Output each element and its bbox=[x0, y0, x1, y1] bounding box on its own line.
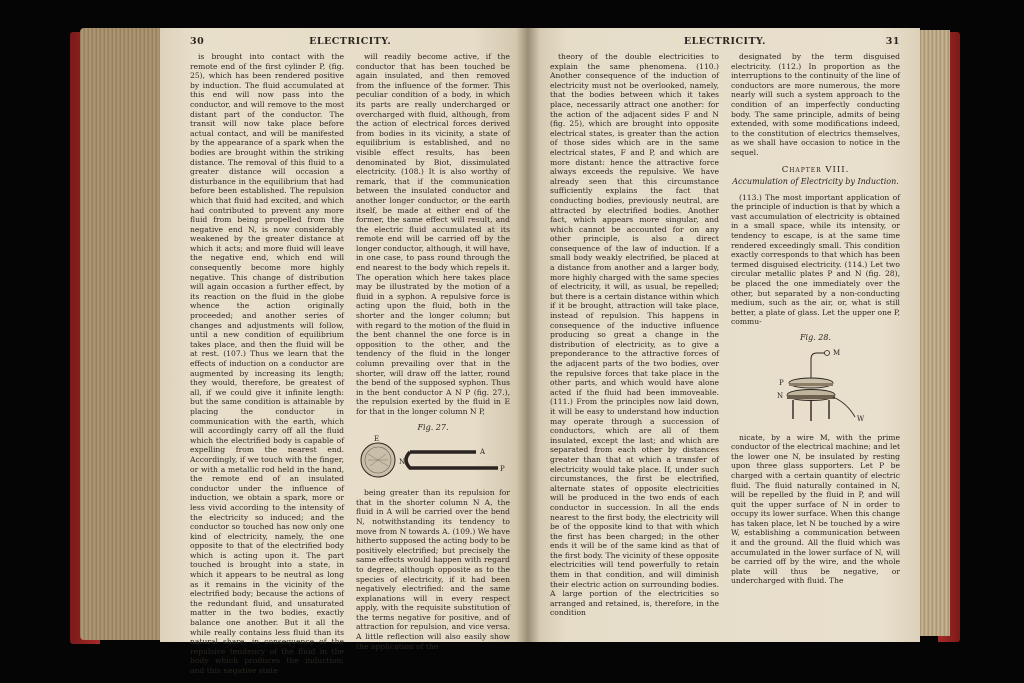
book-gutter bbox=[516, 28, 540, 642]
paragraph: designated by the term disguised electricity. (112.) In proportion as the interruptions to the continuity of the line of conductors are more numerous, the more nearly will such a system approach to the condition of an imperfectly conducting body. The same principle, admits of being extended, with some modifications indeed, to the constitution of electrics themselves, as we shall have occasion to notice in the sequel. bbox=[731, 52, 900, 157]
fig28-label-n: N bbox=[776, 391, 783, 400]
fig27-label-e: E bbox=[374, 435, 380, 444]
left-running-head bbox=[190, 36, 510, 52]
page-title-left: ELECTRICITY. bbox=[309, 36, 392, 47]
fig28-label-p: P bbox=[778, 378, 784, 387]
figure-28-illustration bbox=[761, 345, 871, 427]
page-number-right: 31 bbox=[885, 36, 900, 47]
page-edges-right bbox=[920, 30, 950, 636]
fig28-label-w: W bbox=[856, 414, 864, 423]
figure-27-illustration bbox=[358, 434, 508, 482]
left-page bbox=[160, 28, 528, 675]
page-title-right: ELECTRICITY. bbox=[683, 36, 766, 47]
left-column-1 bbox=[190, 52, 344, 675]
paragraph: nicate, by a wire M, with the prime conductor of the electrical machine; and let the lower one N, be insulated by resting upon three glass supporters. Let P be charged with a certain quantity of electric fluid. The fluid naturally contained in N, will be repelled by the fluid in P, and will quit the upper surface of N in order to occupy its lower surface. When this change has taken place, let N be touched by a wire W, establishing a communication between it and the ground. All the fluid which was accumulated in the lower surface of N, will be carried off by the wire, and the whole plate will thus be negative, or undercharged with fluid. The bbox=[731, 432, 900, 586]
fig27-label-a: A bbox=[480, 448, 486, 457]
fig27-label-n: N bbox=[399, 458, 406, 467]
page-edges-left bbox=[80, 28, 160, 640]
paragraph: (113.) The most important application of the principle of induction is that by which a vast accumulation of electricity is obtained in a small space, while its intensity, or tendency to escape, is at the same time rendered exceedingly small. This condition exactly corresponds to that which has been termed disguised electricity. (114.) Let two circular metallic plates P and N (fig. 28), be placed the one immediately over the other, but separated by a non-conducting medium, such as the air, or, what is still better, a plate of glass. Let the upper one P, commu- bbox=[731, 192, 900, 327]
right-page bbox=[528, 28, 920, 642]
right-column-2 bbox=[731, 52, 900, 642]
open-book bbox=[70, 26, 960, 675]
left-column-2 bbox=[356, 52, 510, 651]
right-column-1 bbox=[550, 52, 719, 642]
chapter-heading: Chapter VIII. bbox=[781, 164, 850, 175]
figure-27-caption: Fig. 27. bbox=[417, 422, 449, 432]
right-running-head bbox=[550, 36, 900, 52]
paragraph: theory of the double electricities to explain the same phenomena. (110.) Another consequence of the induction of electricity must not be overlooked, namely, that the bodies between which it takes place, necessarily attract one another: for the action of the adjacent sides F and N (fig. 25), which are brought into opposite electrical states, is greater than the action of those sides which are in the same electrical states, F and P, and which are more distant: hence the attractive force always exceeds the repulsive. We have already seen that this circumstance sufficiently explains the fact that conducting bodies, previously neutral, are attracted by electrified bodies. Another fact, which appears more singular, and which cannot be accounted for on any other principle, is also a direct consequence of the law of induction. If a small body weakly electrified, be placed at a distance from another and a larger body, more highly charged with the same species of electricity, it will, as usual, be repelled; but there is a certain distance within which if it be brought, attraction will take place, instead of repulsion. This happens in consequence of the inductive influence producing so great a change in the distribution of electricity, as to give a preponderance to the attractive forces of the adjacent parts of the two bodies, over the repulsive forces that take place in the other parts, and which would have alone acted if the fluid had been immoveable. (111.) From the principles now laid down, it will be easy to understand how induction may operate through a succession of conductors, which are all of them insulated, except the last; and which are separated from each other by distances greater than that at which a transfer of electricity would take place. If, under such circumstances, the first be electrified, alternate states of opposite electricities will be produced in the two ends of each conductor in succession. In all the ends nearest to the first body, the electricity will be of the opposite kind to that with which the first has been charged; in the other ends it will be of the same kind as that of the first body. The vicinity of these opposite electricities will tend powerfully to retain them in that condition, and will diminish their electric action on surrounding bodies. A large portion of the electricities so arranged and retained, is, therefore, in the condition bbox=[550, 52, 719, 618]
paragraph: being greater than its repulsion for that in the shorter column N A, the fluid in A will be carried over the bend N, notwithstanding its tendency to move from N towards A. (109.) We have hitherto supposed the acting body to be positively electrified; but precisely the same effects would happen with regard to degree, although opposite as to the species of electricity, if it had been negatively electrified: and the same explanations will in every respect apply, with the requisite substitution of the terms negative for positive, and of attraction for repulsion, and vice versa. A little reflection will also easily show the application of the bbox=[356, 488, 510, 651]
paragraph: is brought into contact with the remote end of the first cylinder P, (fig. 25), which has been rendered positive by induction. The fluid accumulated at this end will now pass into the conductor, and will remove to the most distant part of the conductor. The transit will now take place before actual contact, and will be manifested by the appearance of a spark when the bodies are brought within the striking distance. The removal of this fluid to a greater distance will occasion a disturbance in the equilibrium that had before been established. The repulsion which that fluid had excited, and which had contributed to prevent any more fluid from being propelled from the negative end N, is now considerably weakened by the greater distance at which it acts; and more fluid will leave the negative end, which end will consequently become more highly negative. This change of distribution will again occasion a further effect, by its reaction on the fluid in the globe whence the action originally proceeded; and another series of changes and adjustments will follow, until a new condition of equilibrium takes place, and then the fluid will be at rest. (107.) Thus we learn that the effects of induction on a conductor are augmented by increasing its length; they would, therefore, be greatest of all, if we could give it infinite length: but the same condition is attainable by placing the conductor in communication with the earth, which will accordingly carry off all the fluid which the electrified body is capable of expelling from the nearest end. Accordingly, if we touch with the finger, or with a metallic rod held in the hand, the remote end of an insulated conductor under the influence of induction, we obtain a spark, more or less vivid according to the intensity of the electricity so induced; and the conductor so touched has now only one kind of electricity, namely, the one opposite to that of the electrified body which is acting upon it. The part touched is brought into a state, in which it appears to be neutral as long as it remains in the vicinity of the electrified body; because the actions of the redundant fluid, and unsaturated matter in the two bodies, exactly balance one another. But it all the while really contains less fluid than its natural share, in consequence of the repulsive tendency of the fluid in the body which produces the induction; and this negative state bbox=[190, 52, 344, 675]
page-number-left: 30 bbox=[190, 36, 205, 47]
fig27-label-p: P bbox=[500, 465, 505, 474]
fig28-label-m: M bbox=[832, 348, 840, 357]
figure-28-caption: Fig. 28. bbox=[799, 332, 832, 342]
paragraph: will readily become active, if the conductor that has been touched be again insulated, and then removed from the influence of the former. This peculiar condition of a body, in which its parts are really undercharged or overcharged with fluid, although, from the action of electrical forces derived from bodies in its vicinity, a state of equilibrium is established, and no visible effect results, has been denominated by Biot, dissimulated electricity. (108.) It is also worthy of remark, that if the communication between the insulated conductor and another longer conductor, or the earth itself, be made at either end of the former, the same effect will result, and the electric fluid accumulated at its remote end will be carried off by the longer conductor, although, it will have, in one case, to pass round through the end nearest to the body which repels it. The operation which here takes place may be illustrated by the motion of a fluid in a syphon. A repulsive force is acting upon the fluid, both in the shorter and the longer column; but with regard to the motion of the fluid in the bent channel the one force is in opposition to the other, and the tendency of the fluid in the longer column prevailing over that in the shorter, will draw off the latter, round the bend of the supposed syphon. Thus in the bent conductor A N P (fig. 27.), the repulsion exerted by the fluid in E for that in the longer column N P, bbox=[356, 52, 510, 416]
chapter-subtitle: Accumulation of Electricity by Induction. bbox=[732, 177, 899, 187]
